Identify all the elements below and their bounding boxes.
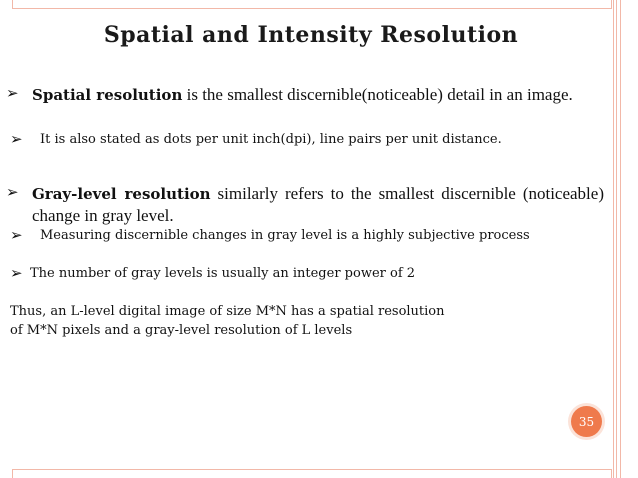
bullet-text: similarly refers to the smallest discernible (noticeable) change in gray level. [32,184,604,225]
bullet-arrow-icon: ➢ [10,130,23,148]
conclusion-line-2: of M*N pixels and a gray-level resolution of L levels [10,323,353,338]
bullet-text: Measuring discernible changes in gray level is a highly subjective process [40,228,530,243]
bullet-text: The number of gray levels is usually an integer power of 2 [30,266,416,281]
bullet-subjective [10,226,596,245]
conclusion-line-1: Thus, an L-level digital image of size M*N has a spatial resolution [10,304,445,319]
bullet-arrow-icon: ➢ [10,264,23,282]
slide-frame-right-inner [620,0,621,478]
bullet-spatial-resolution [6,84,604,106]
slide-frame-bottom [12,469,612,478]
bullet-dpi [10,130,604,149]
page-number-badge: 35 [571,406,602,437]
bullet-power-of-two [10,264,602,283]
bullet-arrow-icon: ➢ [6,185,19,201]
bullet-text: It is also stated as dots per unit inch(dpi), line pairs per unit distance. [40,132,502,147]
bullet-bold-term: Spatial resolution [32,86,183,104]
slide-frame-top [12,0,612,9]
bullet-bold-term: Gray-level resolution [32,185,211,203]
slide-frame-right [613,0,617,478]
bullet-gray-level-resolution [6,183,604,226]
bullet-arrow-icon: ➢ [10,226,23,244]
bullet-arrow-icon: ➢ [6,86,19,102]
slide-title: Spatial and Intensity Resolution [103,22,519,48]
bullet-text: is the smallest discernible(noticeable) detail in an image. [182,85,573,104]
